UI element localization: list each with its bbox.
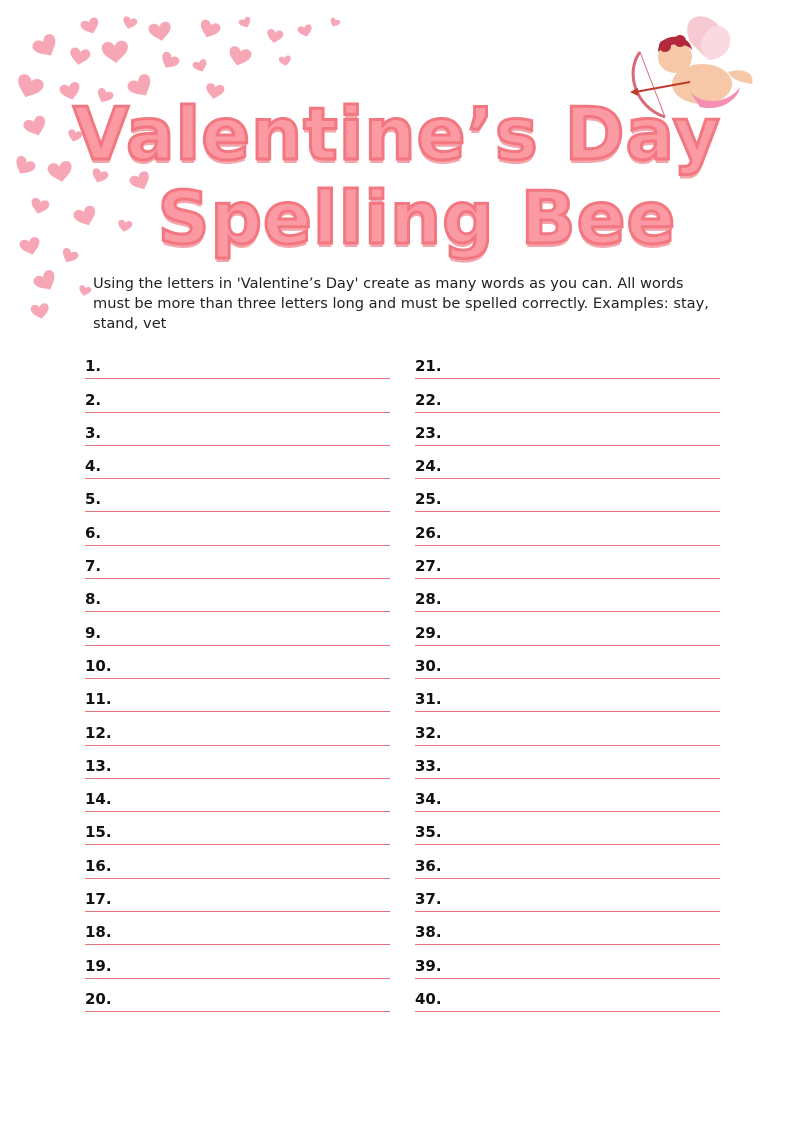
answer-line[interactable] <box>85 712 390 745</box>
answer-number: 2. <box>85 390 102 409</box>
answer-line[interactable] <box>415 346 720 379</box>
answer-number: 35. <box>415 823 442 842</box>
answer-line[interactable] <box>415 979 720 1012</box>
answer-number: 25. <box>415 490 442 509</box>
answer-line[interactable] <box>85 945 390 978</box>
answer-number: 5. <box>85 490 102 509</box>
answer-line[interactable] <box>85 646 390 679</box>
answer-number: 30. <box>415 656 442 675</box>
answer-number: 32. <box>415 723 442 742</box>
answer-number: 21. <box>415 357 442 376</box>
answer-number: 27. <box>415 557 442 576</box>
answer-line[interactable] <box>85 812 390 845</box>
answer-number: 16. <box>85 856 112 875</box>
answer-number: 37. <box>415 890 442 909</box>
answer-number: 6. <box>85 523 102 542</box>
page-subtitle: Spelling Bee <box>157 176 677 260</box>
answer-line[interactable] <box>85 413 390 446</box>
instructions: Using the letters in 'Valentine’s Day' create as many words as you can. All words must be more than three letters long and must be spelled correctly. Examples: stay, stand, vet <box>93 275 709 332</box>
answer-number: 10. <box>85 656 112 675</box>
answer-line[interactable] <box>85 512 390 545</box>
answer-line[interactable] <box>415 413 720 446</box>
answer-number: 20. <box>85 989 112 1008</box>
answer-number: 12. <box>85 723 112 742</box>
answer-number: 9. <box>85 623 102 642</box>
answer-line[interactable] <box>85 679 390 712</box>
answer-line[interactable] <box>85 446 390 479</box>
answer-number: 8. <box>85 590 102 609</box>
answer-line[interactable] <box>85 546 390 579</box>
answer-line[interactable] <box>415 712 720 745</box>
answer-column-right <box>415 346 720 1012</box>
answer-line[interactable] <box>415 379 720 412</box>
answer-number: 3. <box>85 423 102 442</box>
answer-number: 17. <box>85 890 112 909</box>
answer-line[interactable] <box>85 979 390 1012</box>
answer-line[interactable] <box>415 679 720 712</box>
answer-line[interactable] <box>415 945 720 978</box>
page-title: Valentine’s Day <box>73 92 721 176</box>
answer-line[interactable] <box>415 446 720 479</box>
answer-number: 11. <box>85 690 112 709</box>
answer-line[interactable] <box>415 479 720 512</box>
answer-number: 36. <box>415 856 442 875</box>
answer-line[interactable] <box>85 479 390 512</box>
answer-number: 19. <box>85 956 112 975</box>
answer-number: 38. <box>415 923 442 942</box>
answer-number: 28. <box>415 590 442 609</box>
answer-number: 15. <box>85 823 112 842</box>
answer-number: 14. <box>85 790 112 809</box>
answer-number: 22. <box>415 390 442 409</box>
answer-number: 34. <box>415 790 442 809</box>
answer-line[interactable] <box>85 579 390 612</box>
answer-line[interactable] <box>415 746 720 779</box>
answer-line[interactable] <box>415 579 720 612</box>
answer-number: 13. <box>85 756 112 775</box>
answer-number: 33. <box>415 756 442 775</box>
answer-number: 18. <box>85 923 112 942</box>
answer-line[interactable] <box>415 546 720 579</box>
answer-number: 31. <box>415 690 442 709</box>
answer-number: 29. <box>415 623 442 642</box>
answer-number: 24. <box>415 457 442 476</box>
answer-line[interactable] <box>85 379 390 412</box>
answer-column-left <box>85 346 390 1012</box>
answer-line[interactable] <box>415 512 720 545</box>
answer-line[interactable] <box>415 912 720 945</box>
answer-number: 40. <box>415 989 442 1008</box>
answer-number: 23. <box>415 423 442 442</box>
answer-number: 7. <box>85 557 102 576</box>
answer-line[interactable] <box>415 779 720 812</box>
answer-number: 4. <box>85 457 102 476</box>
answer-number: 26. <box>415 523 442 542</box>
answer-line[interactable] <box>85 746 390 779</box>
answer-number: 39. <box>415 956 442 975</box>
answer-line[interactable] <box>85 879 390 912</box>
answer-line[interactable] <box>415 845 720 878</box>
answer-line[interactable] <box>415 812 720 845</box>
answer-line[interactable] <box>85 346 390 379</box>
answer-number: 1. <box>85 357 102 376</box>
answer-line[interactable] <box>85 845 390 878</box>
answer-line[interactable] <box>415 646 720 679</box>
answer-line[interactable] <box>415 879 720 912</box>
answer-line[interactable] <box>85 912 390 945</box>
answer-line[interactable] <box>85 612 390 645</box>
answer-line[interactable] <box>85 779 390 812</box>
answer-line[interactable] <box>415 612 720 645</box>
